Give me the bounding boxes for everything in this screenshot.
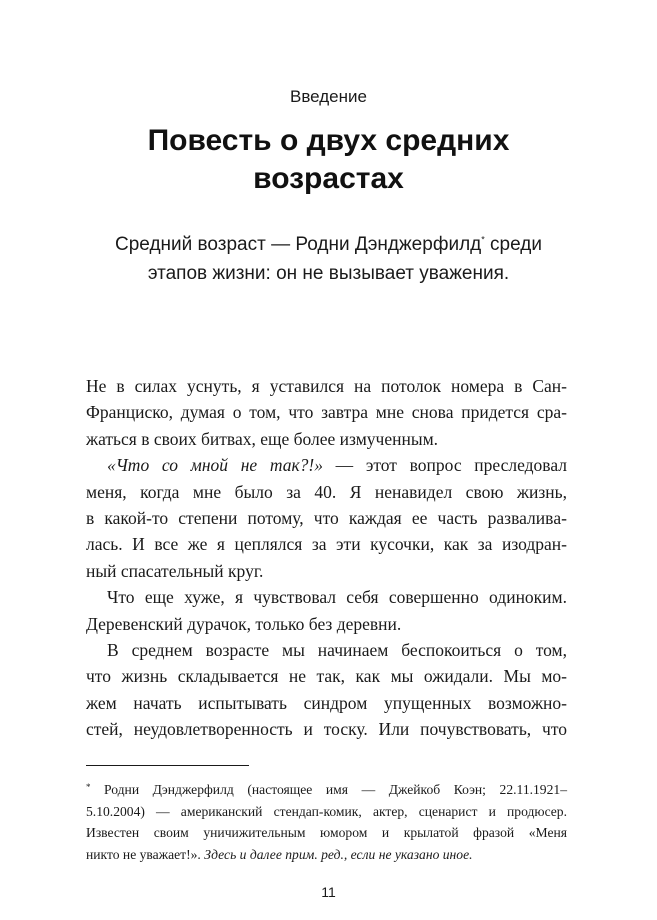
editor-note: Здесь и далее прим. ред., если не указано иное. [204, 846, 473, 862]
paragraph-1-line-3: жаться в своих битвах, еще более измученным. [86, 428, 439, 449]
paragraph-2-line-2: меня, когда мне было за 40. Я ненавидел свою жизнь, [86, 481, 567, 502]
footnote-reference-marker[interactable]: * [481, 234, 485, 245]
epigraph [60, 230, 597, 288]
quoted-question: «Что со мной не так?!» [107, 455, 323, 476]
footnote-line-4-plain: никто не уважает!». [86, 846, 205, 862]
paragraph-4-line-4: стей, неудовлетворенность и тоску. Или почувствовать, что [86, 719, 567, 740]
footnote-line-1 [86, 779, 567, 801]
footnote-divider [86, 765, 249, 766]
footnote-line-4 [86, 844, 567, 866]
body-text [86, 373, 567, 743]
paragraph-1-line-2: Франциско, думая о том, что завтра мне снова придется сра- [86, 402, 567, 423]
epigraph-text-part-1: Средний возраст — Родни Дэнджерфилд [115, 234, 482, 255]
paragraph-2-line-3: в какой-то степени потому, что каждая ее часть разваливa- [86, 508, 567, 529]
footnote-line-1-text: Родни Дэнджерфилд (настоящее имя — Джейкоб Коэн; 22.11.1921– [104, 782, 567, 797]
paragraph-3-line-2: Деревенский дурачок, только без деревни. [86, 613, 402, 634]
footnote-line-2: 5.10.2004) — американский стендап-комик, актер, сценарист и продюсер. [86, 803, 567, 819]
paragraph-4 [86, 637, 567, 743]
paragraph-1-line-1: Не в силах уснуть, я уставился на потолок номера в Сан- [86, 376, 567, 396]
paragraph-1 [86, 373, 567, 452]
page-number: 11 [321, 884, 336, 900]
paragraph-3-line-1: Что еще хуже, я чувствовал себя совершенно одиноким. [107, 587, 567, 608]
epigraph-line-2: этапов жизни: он не вызывает уважения. [147, 263, 510, 284]
paragraph-2-line-1-rest: — этот вопрос преследовал [322, 455, 567, 476]
paragraph-2-line-1 [86, 452, 567, 478]
footnote [86, 779, 567, 865]
paragraph-4-line-1: В среднем возрасте мы начинаем беспокоиться о том, [107, 640, 567, 661]
footnote-marker: * [86, 782, 91, 792]
paragraph-4-line-3: жем начать испытывать синдром упущенных возможно- [86, 692, 567, 713]
epigraph-text-part-2: среди [484, 234, 542, 255]
paragraph-4-line-2: что жизнь складывается не так, как мы ожидали. Мы мо- [86, 666, 567, 687]
paragraph-2-line-4: лась. И все же я цеплялся за эти кусочки, как за изодран- [86, 534, 567, 555]
chapter-title [60, 122, 597, 198]
chapter-title-line-1: Повесть о двух средних [147, 124, 510, 157]
paragraph-3 [86, 584, 567, 637]
paragraph-2-line-5: ный спасательный круг. [86, 560, 264, 581]
footnote-line-3: Известен своим уничижительным юмором и крылатой фразой «Меня [86, 825, 567, 841]
epigraph-line-1 [60, 230, 597, 259]
paragraph-2 [86, 452, 567, 584]
chapter-title-line-2: возрастах [253, 162, 404, 195]
section-label: Введение [290, 87, 367, 106]
